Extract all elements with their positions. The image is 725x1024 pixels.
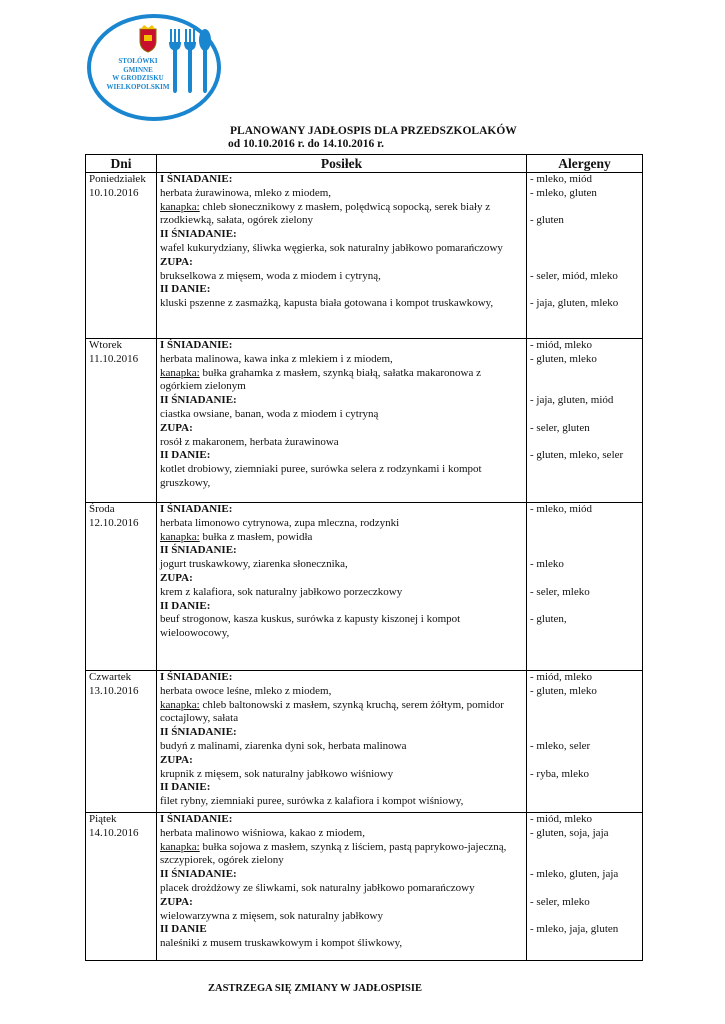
logo-text — [96, 57, 180, 91]
sandwich-text: bułka grahamka z masłem, szynką białą, sałatka makaronowa z ogórkiem zielonym — [160, 366, 482, 393]
breakfast1-text: herbata limonowo cytrynowa, zupa mleczna, rodzynki — [160, 516, 400, 529]
allergen-line: - mleko, gluten, jaja — [530, 868, 619, 881]
allergen-line: - mleko, miód — [530, 173, 593, 185]
main-course-text: kluski pszenne z zasmażką, kapusta biała gotowana i kompot truskawkowy, — [160, 297, 494, 310]
allergen-line: - gluten, mleko, seler — [530, 449, 624, 462]
main-course-text: beuf strogonow, kasza kuskus, surówka z kapusty kiszonej i kompot wieloowocowy, — [160, 613, 461, 640]
allergen-line: - miód, mleko — [530, 813, 593, 825]
breakfast2-label: II ŚNIADANIE: — [160, 726, 237, 739]
allergens-cell — [527, 173, 643, 339]
breakfast1-text: herbata owoce leśne, mleko z miodem, — [160, 684, 332, 697]
allergen-line — [530, 242, 639, 256]
breakfast2-text: placek drożdżowy ze śliwkami, sok naturalny jabłkowo pomarańczowy — [160, 881, 475, 894]
allergens-cell — [527, 339, 643, 503]
soup-text: rosół z makaronem, herbata żurawinowa — [160, 435, 339, 448]
main-course-text: filet rybny, ziemniaki puree, surówka z kalafiora i kompot wiśniowy, — [160, 795, 464, 808]
allergen-line — [530, 436, 639, 450]
meal-cell — [157, 813, 527, 961]
sandwich-text: bułka sojowa z masłem, szynką z liściem, pastą paprykowo-jajeczną, szczypiorek, ogórek zielony — [160, 840, 507, 867]
menu-table — [85, 154, 643, 961]
allergen-line: - mleko — [530, 558, 564, 571]
sandwich-line — [160, 367, 523, 395]
allergen-line: - jaja, gluten, miód — [530, 394, 614, 407]
allergen-line: - seler, mleko — [530, 895, 590, 908]
allergen-line — [530, 408, 639, 422]
soup-text: krem z kalafiora, sok naturalny jabłkowo porzeczkowy — [160, 585, 403, 598]
allergen-line — [530, 544, 639, 558]
allergen-line — [530, 256, 639, 270]
logo-line: STOŁÓWKI — [118, 57, 158, 65]
logo-line: W GRODZISKU — [112, 74, 164, 82]
soup-label: ZUPA: — [160, 753, 193, 766]
day-name: Czwartek — [89, 671, 132, 683]
allergen-line — [530, 754, 639, 768]
main-course-label: II DANIE: — [160, 781, 211, 794]
breakfast2-label: II ŚNIADANIE: — [160, 228, 237, 241]
breakfast1-label: I ŚNIADANIE: — [160, 671, 233, 683]
allergen-line — [530, 910, 639, 924]
soup-label: ZUPA: — [160, 895, 193, 908]
allergen-line — [530, 854, 639, 868]
breakfast1-label: I ŚNIADANIE: — [160, 173, 233, 185]
allergen-line: - gluten, mleko — [530, 352, 597, 365]
breakfast1-label: I ŚNIADANIE: — [160, 339, 233, 351]
breakfast2-label: II ŚNIADANIE: — [160, 394, 237, 407]
sandwich-label: kanapka: — [160, 366, 200, 379]
soup-label: ZUPA: — [160, 255, 193, 268]
allergen-line — [530, 712, 639, 726]
soup-label: ZUPA: — [160, 571, 193, 584]
allergen-line — [530, 699, 639, 713]
logo-line: WIELKOPOLSKIM — [106, 82, 170, 91]
allergen-line — [530, 531, 639, 545]
table-row — [86, 671, 643, 813]
table-row — [86, 813, 643, 961]
allergen-line: - mleko, gluten — [530, 186, 597, 199]
sandwich-line — [160, 699, 523, 727]
allergen-line — [530, 228, 639, 242]
allergens-cell — [527, 503, 643, 671]
table-header-row — [86, 155, 643, 173]
breakfast1-label: I ŚNIADANIE: — [160, 503, 233, 515]
meal-cell — [157, 671, 527, 813]
day-cell — [86, 503, 157, 671]
allergen-line: - gluten, mleko — [530, 684, 597, 697]
allergen-line — [530, 882, 639, 896]
allergen-line — [530, 201, 639, 215]
sandwich-text: bułka z masłem, powidła — [199, 530, 313, 543]
meal-cell — [157, 173, 527, 339]
allergen-line — [530, 380, 639, 394]
breakfast1-text: herbata malinowo wiśniowa, kakao z miodem, — [160, 826, 365, 839]
table-row — [86, 339, 643, 503]
breakfast2-label: II ŚNIADANIE: — [160, 868, 237, 881]
allergens-cell — [527, 671, 643, 813]
soup-text: krupnik z mięsem, sok naturalny jabłkowo wiśniowy — [160, 767, 394, 780]
column-header-days: Dni — [86, 155, 157, 173]
day-name: Piątek — [89, 813, 117, 825]
sandwich-text: chleb baltonowski z masłem, szynką kruchą, serem żółtym, pomidor coctajlowy, sałata — [160, 698, 504, 725]
allergen-line: - mleko, miód — [530, 503, 593, 515]
date-range: od 10.10.2016 r. do 14.10.2016 r. — [228, 138, 385, 150]
day-date: 13.10.2016 — [89, 684, 139, 697]
allergen-line — [530, 841, 639, 855]
page-title: PLANOWANY JADŁOSPIS DLA PRZEDSZKOLAKÓW — [230, 125, 517, 137]
main-course-label: II DANIE: — [160, 283, 211, 296]
allergen-line — [530, 367, 639, 381]
breakfast2-text: wafel kukurydziany, śliwka węgierka, sok naturalny jabłkowo pomarańczowy — [160, 241, 503, 254]
allergen-line: - gluten, soja, jaja — [530, 826, 609, 839]
logo-line: GMINNE — [123, 65, 153, 74]
breakfast1-text: herbata żurawinowa, mleko z miodem, — [160, 186, 332, 199]
meal-cell — [157, 339, 527, 503]
allergen-line: - seler, miód, mleko — [530, 269, 618, 282]
day-name: Poniedziałek — [89, 173, 146, 185]
day-date: 12.10.2016 — [89, 516, 139, 529]
main-course-text: naleśniki z musem truskawkowym i kompot śliwkowy, — [160, 937, 403, 950]
allergen-line — [530, 283, 639, 297]
sandwich-line — [160, 531, 523, 545]
sandwich-line — [160, 841, 523, 869]
sandwich-text: chleb słonecznikowy z masłem, polędwicą sopocką, serek biały z rzodkiewką, sałata, ogórek zielony — [160, 200, 491, 227]
allergen-line: - seler, gluten — [530, 421, 590, 434]
main-course-text: kotlet drobiowy, ziemniaki puree, surówka selera z rodzynkami i kompot gruszkowy, — [160, 463, 482, 489]
allergen-line — [530, 726, 639, 740]
day-cell — [86, 813, 157, 961]
allergen-line: - mleko, jaja, gluten — [530, 923, 619, 936]
allergen-line: - miód, mleko — [530, 671, 593, 683]
main-course-label: II DANIE: — [160, 449, 211, 462]
allergen-line: - mleko, seler — [530, 739, 591, 752]
allergen-line: - miód, mleko — [530, 339, 593, 351]
soup-label: ZUPA: — [160, 421, 193, 434]
logo — [86, 13, 222, 122]
sandwich-label: kanapka: — [160, 698, 200, 711]
breakfast1-text: herbata malinowa, kawa inka z mlekiem i z miodem, — [160, 352, 393, 365]
allergen-line: - ryba, mleko — [530, 767, 589, 780]
soup-text: brukselkowa z mięsem, woda z miodem i cytryną, — [160, 269, 381, 282]
allergen-line: - gluten — [530, 214, 564, 227]
table-row — [86, 503, 643, 671]
day-name: Wtorek — [89, 339, 122, 351]
day-cell — [86, 339, 157, 503]
sandwich-line — [160, 201, 523, 229]
menu-header — [230, 125, 517, 151]
disclaimer-footer: ZASTRZEGA SIĘ ZMIANY W JADŁOSPISIE — [208, 983, 422, 994]
breakfast2-label: II ŚNIADANIE: — [160, 544, 237, 557]
allergen-line — [530, 600, 639, 614]
meal-cell — [157, 503, 527, 671]
soup-text: wielowarzywna z mięsem, sok naturalny jabłkowy — [160, 909, 383, 922]
allergen-line: - gluten, — [530, 613, 567, 626]
table-row — [86, 173, 643, 339]
main-course-label: II DANIE — [160, 923, 207, 936]
allergen-line: - seler, mleko — [530, 585, 590, 598]
day-name: Środa — [89, 503, 115, 515]
column-header-meal: Posiłek — [157, 155, 527, 173]
breakfast1-label: I ŚNIADANIE: — [160, 813, 233, 825]
day-cell — [86, 173, 157, 339]
sandwich-label: kanapka: — [160, 840, 200, 853]
allergen-line — [530, 517, 639, 531]
sandwich-label: kanapka: — [160, 530, 200, 543]
day-date: 10.10.2016 — [89, 186, 139, 199]
main-course-label: II DANIE: — [160, 599, 211, 612]
allergen-line — [530, 572, 639, 586]
day-date: 11.10.2016 — [89, 352, 139, 365]
column-header-allergens: Alergeny — [527, 155, 643, 173]
breakfast2-text: budyń z malinami, ziarenka dyni sok, herbata malinowa — [160, 739, 407, 752]
breakfast2-text: ciastka owsiane, banan, woda z miodem i cytryną — [160, 407, 379, 420]
day-date: 14.10.2016 — [89, 826, 139, 839]
breakfast2-text: jogurt truskawkowy, ziarenka słonecznika, — [160, 558, 348, 571]
day-cell — [86, 671, 157, 813]
sandwich-label: kanapka: — [160, 200, 200, 213]
allergens-cell — [527, 813, 643, 961]
allergen-line: - jaja, gluten, mleko — [530, 297, 619, 310]
